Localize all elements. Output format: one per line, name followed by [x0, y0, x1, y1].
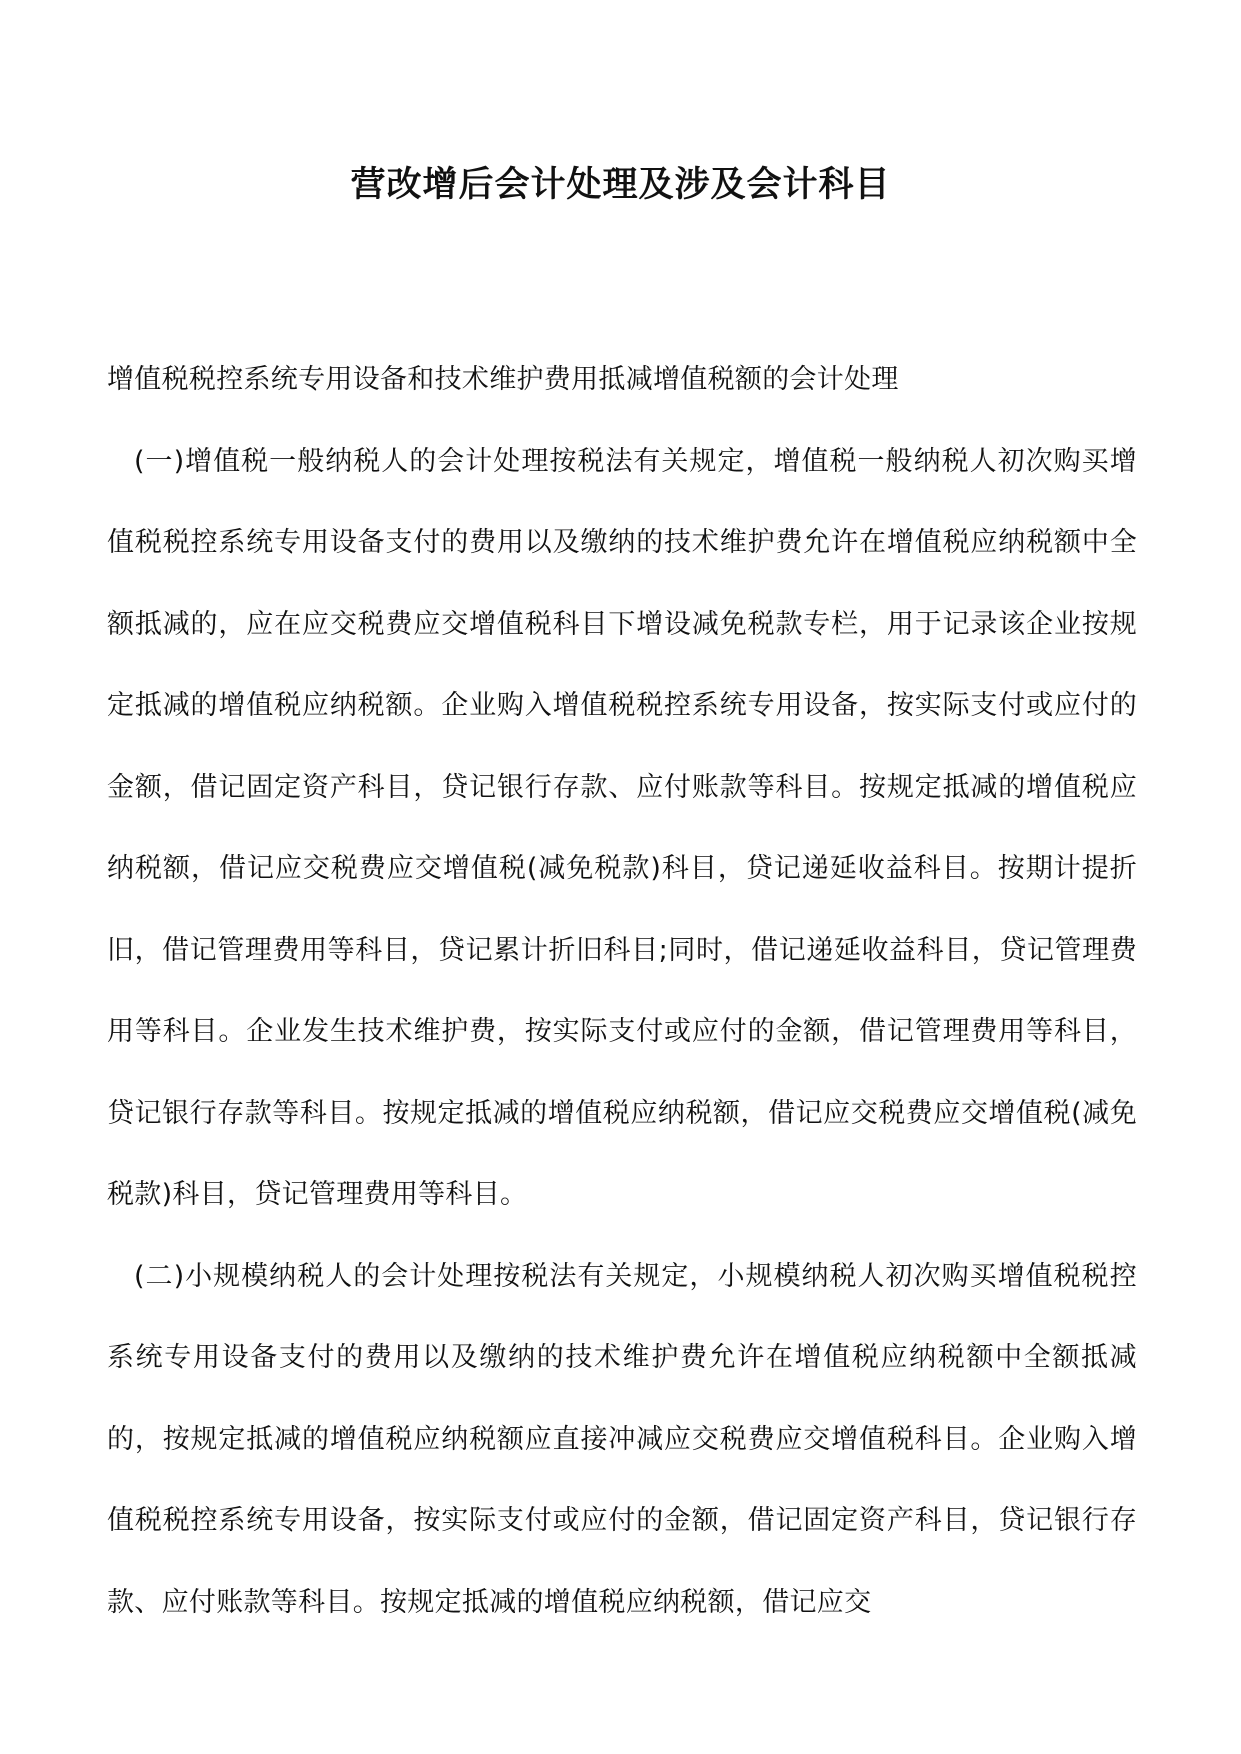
document-title: 营改增后会计处理及涉及会计科目 [350, 164, 891, 205]
section-heading: 增值税税控系统专用设备和技术维护费用抵减增值税额的会计处理 [107, 364, 899, 395]
paragraph-general-taxpayer: (一)增值税一般纳税人的会计处理按税法有关规定，增值税一般纳税人初次购买增值税税控系统专用设备支付的费用以及缴纳的技术维护费允许在增值税应纳税额中全额抵减的，应在应交税费应交增值税科目下增设减免税款专栏，用于记录该企业按规定抵减的增值税应纳税额。企业购入增值税税控系统专用设备，按实际支付或应付的金额，借记固定资产科目，贷记银行存款、应付账款等科目。按规定抵减的增值税应纳税额，借记应交税费应交增值税(减免税款)科目，贷记递延收益科目。按期计提折旧，借记管理费用等科目，贷记累计折旧科目;同时，借记递延收益科目，贷记管理费用等科目。企业发生技术维护费，按实际支付或应付的金额，借记管理费用等科目，贷记银行存款等科目。按规定抵减的增值税应纳税额，借记应交税费应交增值税(减免税款)科目，贷记管理费用等科目。 [107, 445, 1137, 1210]
paragraph-small-scale-taxpayer: (二)小规模纳税人的会计处理按税法有关规定，小规模纳税人初次购买增值税税控系统专用设备支付的费用以及缴纳的技术维护费允许在增值税应纳税额中全额抵减的，按规定抵减的增值税应纳税额应直接冲减应交税费应交增值税科目。企业购入增值税税控系统专用设备，按实际支付或应付的金额，借记固定资产科目，贷记银行存款、应付账款等科目。按规定抵减的增值税应纳税额，借记应交 [107, 1260, 1137, 1618]
document-body [107, 339, 1137, 1643]
